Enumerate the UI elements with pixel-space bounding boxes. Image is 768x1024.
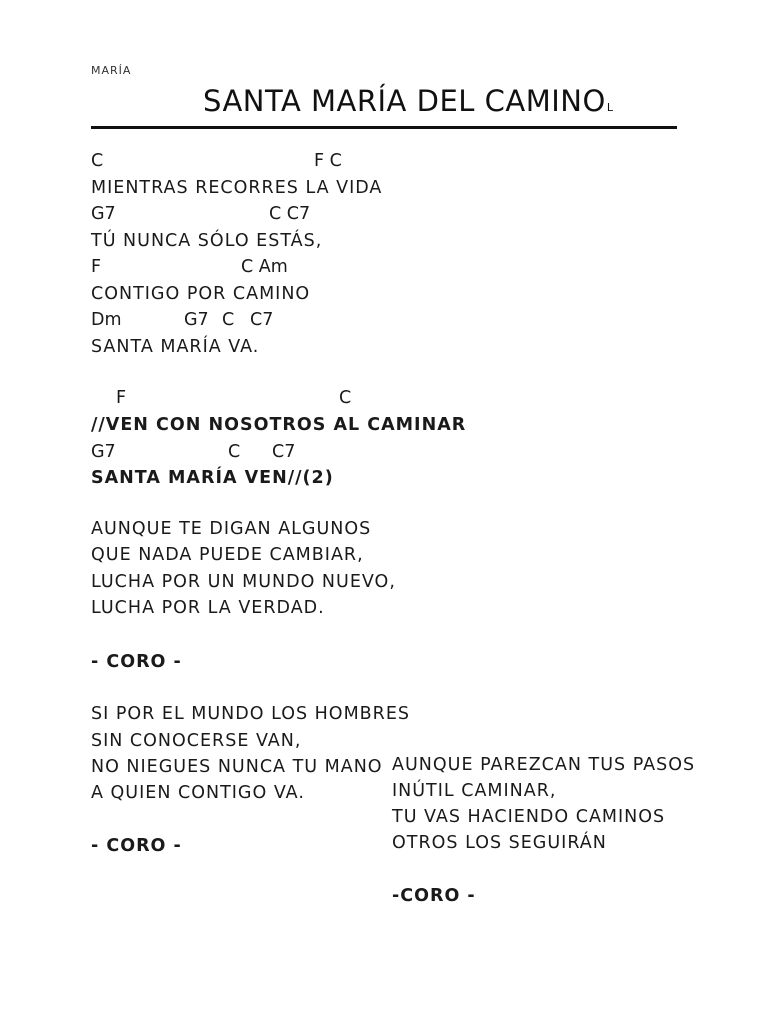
chord: C C7 [269,204,311,224]
chord: G7 [184,310,209,330]
coro-marker: -CORO - [392,886,476,906]
title-rule [91,126,677,129]
lyric-line: AUNQUE TE DIGAN ALGUNOS [91,519,372,539]
lyric-line: LUCHA POR UN MUNDO NUEVO, [91,572,396,592]
coro-marker: - CORO - [91,652,182,672]
chord: G7 [91,442,116,462]
chord: C7 [250,310,274,330]
page-title [203,84,613,118]
lyric-line: MIENTRAS RECORRES LA VIDA [91,178,383,198]
lyric-line: CONTIGO POR CAMINO [91,284,311,304]
chord: Dm [91,310,122,330]
lyric-line: QUE NADA PUEDE CAMBIAR, [91,545,364,565]
chorus-line: //VEN CON NOSOTROS AL CAMINAR [91,415,467,435]
chord: C7 [272,442,296,462]
chord: F [91,257,102,277]
lyric-line: INÚTIL CAMINAR, [392,781,557,801]
lyric-line: NO NIEGUES NUNCA TU MANO [91,757,383,777]
chord: F [116,388,127,408]
lyric-line: SANTA MARÍA VA. [91,337,260,357]
chord: C [228,442,241,462]
lyric-line: TÚ NUNCA SÓLO ESTÁS, [91,231,323,251]
lyric-line: SI POR EL MUNDO LOS HOMBRES [91,704,410,724]
lyric-line: TU VAS HACIENDO CAMINOS [392,807,666,827]
lyric-line: SIN CONOCERSE VAN, [91,731,302,751]
chord: C [222,310,235,330]
title-mark: L [606,101,614,114]
chorus-line: SANTA MARÍA VEN//(2) [91,468,334,488]
lyric-line: LUCHA POR LA VERDAD. [91,598,325,618]
chord: C Am [241,257,288,277]
chord: C [339,388,352,408]
lyric-line: A QUIEN CONTIGO VA. [91,783,305,803]
chord: G7 [91,204,116,224]
category-label: MARÍA [91,64,132,77]
lyric-line: AUNQUE PAREZCAN TUS PASOS [392,755,696,775]
title-text: SANTA MARÍA DEL CAMINO [203,84,606,118]
coro-marker: - CORO - [91,836,182,856]
chord: F C [314,151,342,171]
lyric-line: OTROS LOS SEGUIRÁN [392,833,607,853]
chord: C [91,151,104,171]
